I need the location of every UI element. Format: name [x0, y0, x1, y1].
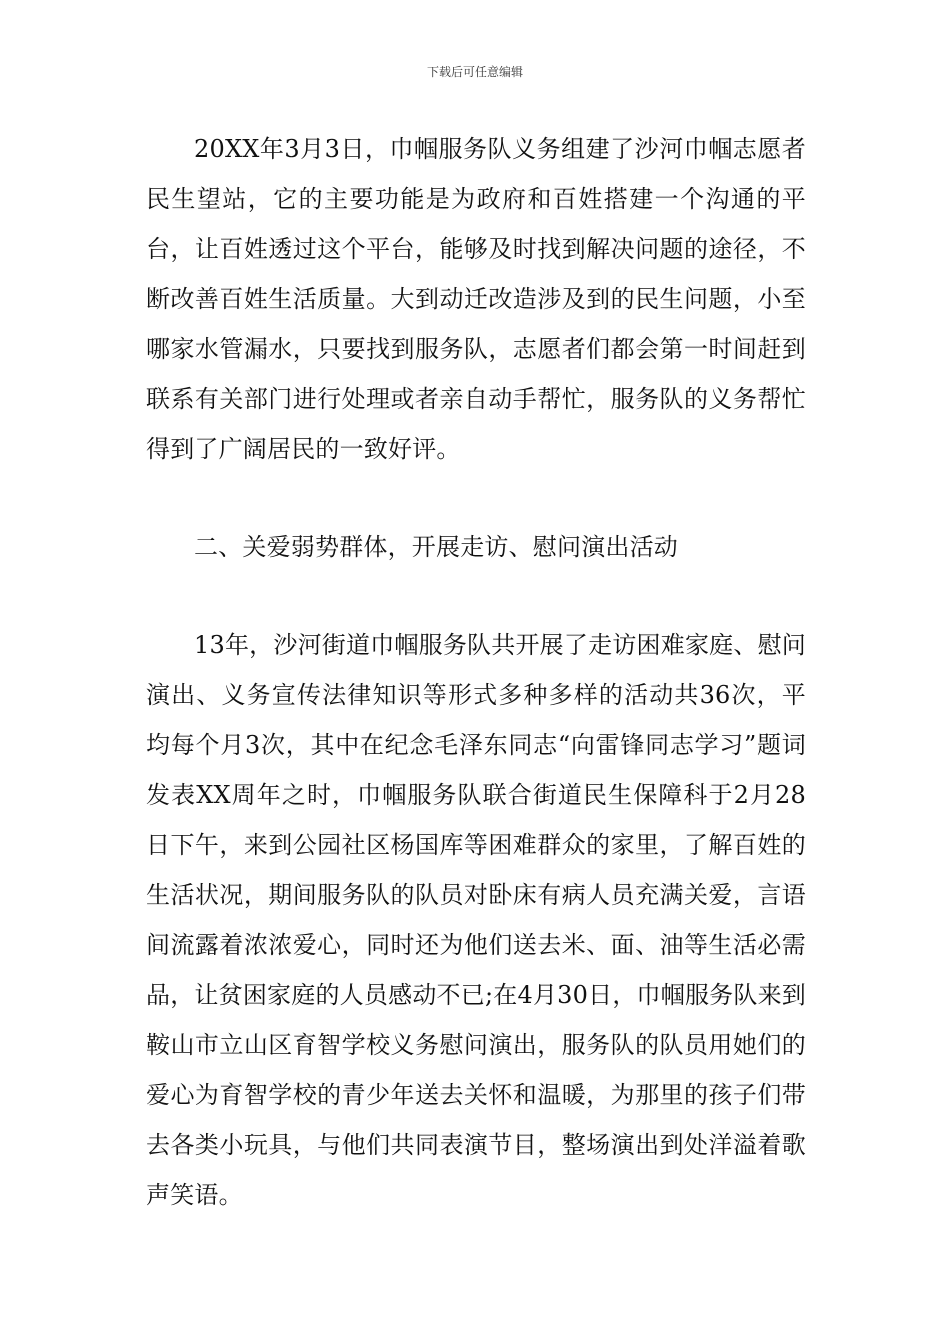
body-paragraph: 13年，沙河街道巾帼服务队共开展了走访困难家庭、慰问演出、义务宣传法律知识等形式多种多样的活动共36次，平均每个月3次，其中在纪念毛泽东同志“向雷锋同志学习”题词发表XX周年之时，巾帼服务队联合街道民生保障科于2月28日下午，来到公园社区杨国库等困难群众的家里，了解百姓的生活状况，期间服务队的队员对卧床有病人员充满关爱，言语间流露着浓浓爱心，同时还为他们送去米、面、油等生活必需品，让贫困家庭的人员感动不已;在4月30日，巾帼服务队来到鞍山市立山区育智学校义务慰问演出，服务队的队员用她们的爱心为育智学校的青少年送去关怀和温暖，为那里的孩子们带去各类小玩具，与他们共同表演节目，整场演出到处洋溢着歌声笑语。 [146, 631, 806, 1209]
section-heading: 二、关爱弱势群体，开展走访、慰问演出活动 [194, 533, 678, 561]
body-paragraph: 20XX年3月3日，巾帼服务队义务组建了沙河巾帼志愿者民生望站，它的主要功能是为政府和百姓搭建一个沟通的平台，让百姓透过这个平台，能够及时找到解决问题的途径，不断改善百姓生活质量。大到动迁改造涉及到的民生问题，小至哪家水管漏水，只要找到服务队，志愿者们都会第一时间赶到联系有关部门进行处理或者亲自动手帮忙，服务队的义务帮忙得到了广阔居民的一致好评。 [146, 135, 806, 463]
header-note: 下载后可任意编辑 [426, 65, 523, 79]
